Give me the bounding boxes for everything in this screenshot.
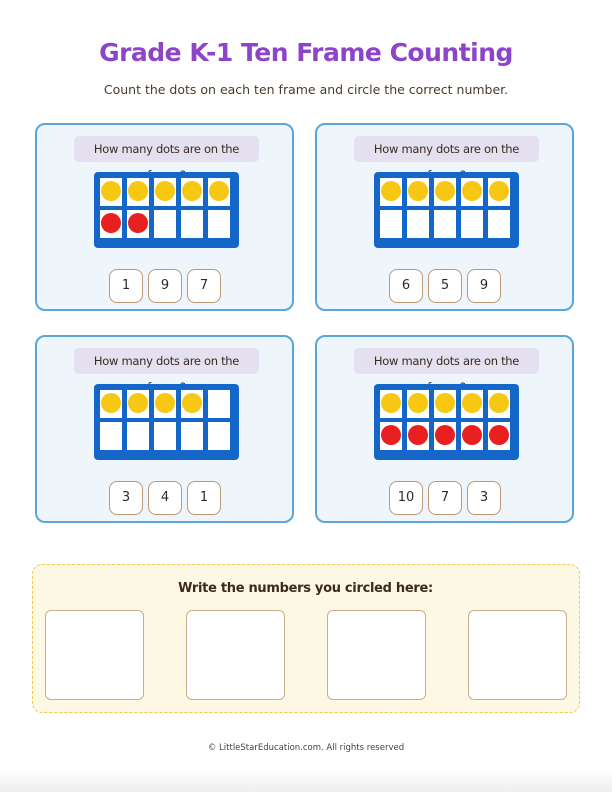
red-dot: [101, 213, 121, 233]
frame-cell: [434, 422, 456, 450]
yellow-dot: [462, 181, 482, 201]
answer-choice[interactable]: 1: [187, 481, 221, 515]
answer-choice[interactable]: 3: [467, 481, 501, 515]
frame-cell: [100, 422, 122, 450]
frame-cell: [488, 210, 510, 238]
frame-cell: [407, 390, 429, 418]
frame-cell: [461, 210, 483, 238]
answer-choice[interactable]: 7: [428, 481, 462, 515]
answer-choice[interactable]: 1: [109, 269, 143, 303]
frame-cell: [127, 178, 149, 206]
yellow-dot: [489, 181, 509, 201]
frame-cell: [154, 210, 176, 238]
answer-blank-3[interactable]: [327, 610, 426, 700]
frame-cell: [208, 210, 230, 238]
red-dot: [408, 425, 428, 445]
yellow-dot: [101, 181, 121, 201]
yellow-dot: [435, 393, 455, 413]
frame-cell: [461, 178, 483, 206]
frame-cell: [407, 210, 429, 238]
red-dot: [128, 213, 148, 233]
frame-cell: [100, 390, 122, 418]
question-label: How many dots are on the: [354, 136, 539, 162]
answer-blank-2[interactable]: [186, 610, 285, 700]
answer-choice[interactable]: 3: [109, 481, 143, 515]
yellow-dot: [155, 393, 175, 413]
ten-frame-card: [35, 123, 294, 311]
answer-choice[interactable]: 9: [467, 269, 501, 303]
frame-cell: [181, 422, 203, 450]
page-subtitle: Count the dots on each ten frame and circle the correct number.: [103, 82, 509, 97]
yellow-dot: [128, 393, 148, 413]
copyright-footer: © LittleStarEducation.com. All rights reserved: [207, 743, 405, 753]
ten-frame-card: [35, 335, 294, 523]
frame-cell: [181, 390, 203, 418]
frame-cell: [208, 178, 230, 206]
answer-choice[interactable]: 6: [389, 269, 423, 303]
page-title: Grade K-1 Ten Frame Counting: [99, 38, 513, 67]
frame-cell: [434, 210, 456, 238]
frame-cell: [181, 178, 203, 206]
yellow-dot: [489, 393, 509, 413]
yellow-dot: [435, 181, 455, 201]
ten-frame: [94, 384, 239, 460]
yellow-dot: [209, 181, 229, 201]
question-label: How many dots are on the: [354, 348, 539, 374]
frame-cell: [154, 390, 176, 418]
ten-frame-card: [315, 123, 574, 311]
yellow-dot: [408, 393, 428, 413]
frame-cell: [380, 390, 402, 418]
answer-label: Write the numbers you circled here:: [178, 581, 433, 596]
frame-cell: [208, 422, 230, 450]
answer-blank-1[interactable]: [45, 610, 144, 700]
frame-cell: [154, 178, 176, 206]
frame-cell: [100, 178, 122, 206]
yellow-dot: [128, 181, 148, 201]
yellow-dot: [182, 393, 202, 413]
answer-choice[interactable]: 10: [389, 481, 423, 515]
frame-cell: [100, 210, 122, 238]
yellow-dot: [182, 181, 202, 201]
answer-choice[interactable]: 9: [148, 269, 182, 303]
yellow-dot: [408, 181, 428, 201]
answer-choice[interactable]: 5: [428, 269, 462, 303]
yellow-dot: [155, 181, 175, 201]
frame-cell: [488, 178, 510, 206]
answer-blank-4[interactable]: [468, 610, 567, 700]
ten-frame: [374, 172, 519, 248]
answer-area: [32, 564, 580, 713]
frame-cell: [154, 422, 176, 450]
frame-cell: [127, 210, 149, 238]
red-dot: [489, 425, 509, 445]
yellow-dot: [101, 393, 121, 413]
frame-cell: [380, 178, 402, 206]
answer-choice[interactable]: 4: [148, 481, 182, 515]
ten-frame: [374, 384, 519, 460]
frame-cell: [488, 390, 510, 418]
frame-cell: [434, 178, 456, 206]
question-label: How many dots are on the: [74, 348, 259, 374]
yellow-dot: [381, 393, 401, 413]
frame-cell: [380, 422, 402, 450]
yellow-dot: [381, 181, 401, 201]
question-label: How many dots are on the: [74, 136, 259, 162]
answer-choice[interactable]: 7: [187, 269, 221, 303]
frame-cell: [127, 390, 149, 418]
ten-frame-card: [315, 335, 574, 523]
frame-cell: [127, 422, 149, 450]
frame-cell: [461, 390, 483, 418]
frame-cell: [208, 390, 230, 418]
yellow-dot: [462, 393, 482, 413]
ten-frame: [94, 172, 239, 248]
frame-cell: [407, 422, 429, 450]
frame-cell: [461, 422, 483, 450]
frame-cell: [434, 390, 456, 418]
frame-cell: [407, 178, 429, 206]
red-dot: [462, 425, 482, 445]
red-dot: [381, 425, 401, 445]
frame-cell: [181, 210, 203, 238]
page-bottom-shade: [0, 770, 612, 792]
frame-cell: [380, 210, 402, 238]
frame-cell: [488, 422, 510, 450]
red-dot: [435, 425, 455, 445]
